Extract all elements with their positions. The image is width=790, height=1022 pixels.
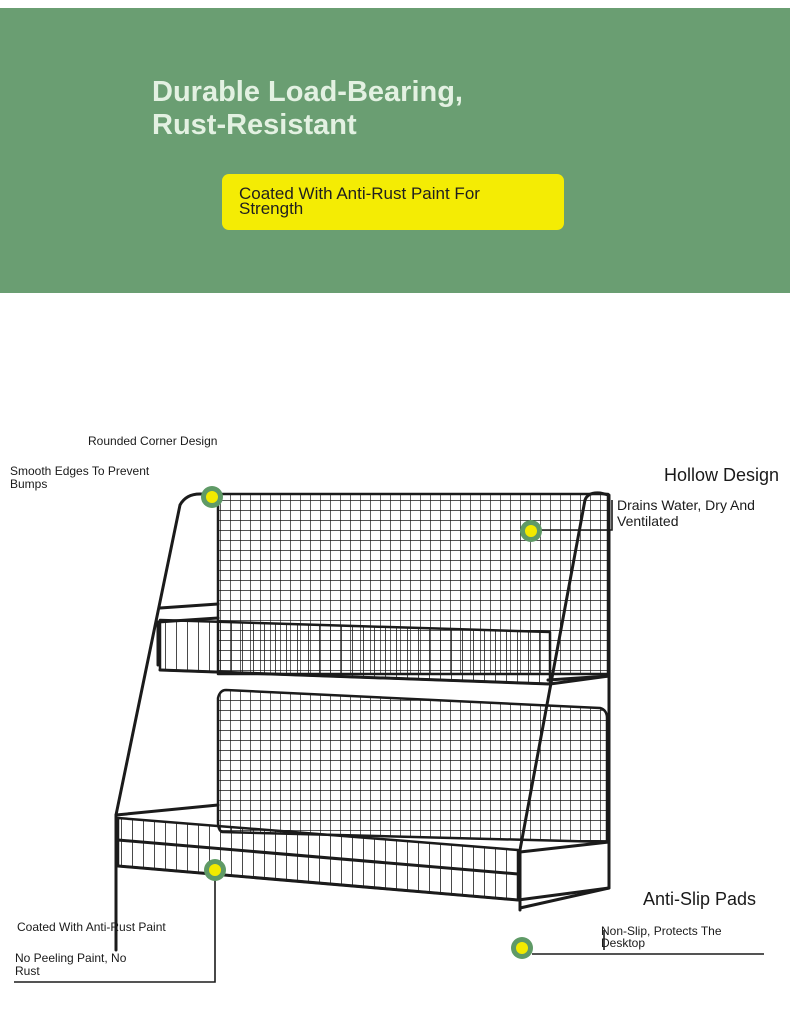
callout-smooth-edges: Smooth Edges To Prevent Bumps [10,464,150,491]
marker-dot-icon [520,520,542,542]
callout-coated-title: Coated With Anti-Rust Paint [17,920,166,934]
marker-dot-icon [204,859,226,881]
rack-frame [116,493,609,950]
callout-rounded-corner: Rounded Corner Design [88,434,218,448]
callout-hollow-title: Hollow Design [664,465,780,485]
callout-antislip-title: Anti-Slip Pads [643,889,757,909]
callout-hollow-desc: Drains Water, Dry And Ventilated [617,497,755,529]
feature-badge-text: Coated With Anti-Rust Paint For Strength [239,184,480,218]
callout-coated-desc: No Peeling Paint, No Rust [15,951,127,978]
marker-dot-icon [511,937,533,959]
marker-dot-icon [201,486,223,508]
callout-antislip-desc: Non-Slip, Protects The Desktop [601,924,722,950]
headline-line-2: Rust-Resistant [152,109,357,141]
headline-line-1: Durable Load-Bearing, [152,76,463,108]
